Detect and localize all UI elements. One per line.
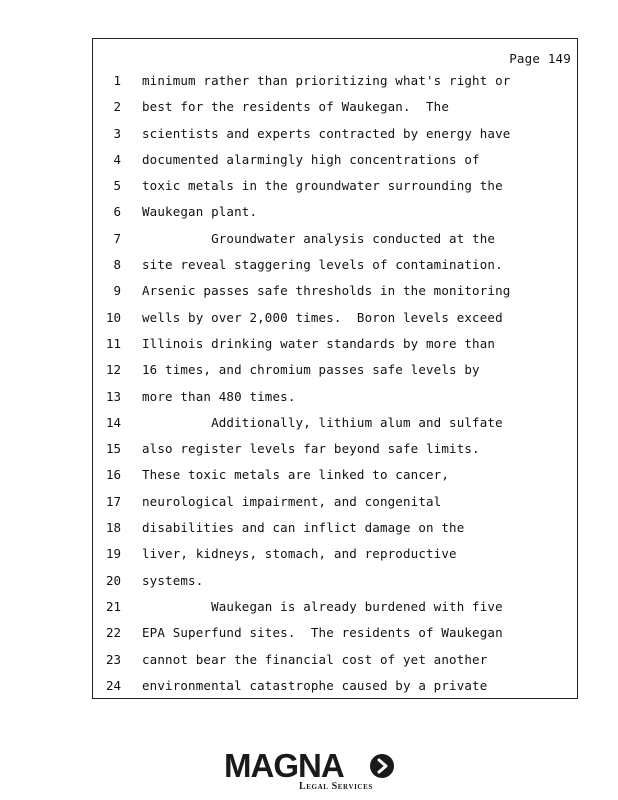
- line-text: cannot bear the financial cost of yet another: [142, 651, 488, 667]
- transcript-line: [93, 173, 577, 199]
- transcript-line: [93, 594, 577, 620]
- line-text: wells by over 2,000 times. Boron levels exceed: [142, 309, 503, 325]
- transcript-line: [93, 226, 577, 252]
- transcript-line: [93, 147, 577, 173]
- line-text: also register levels far beyond safe limits.: [142, 441, 480, 457]
- transcript-line: [93, 541, 577, 567]
- line-number: 22: [105, 625, 121, 641]
- transcript-line: [93, 305, 577, 331]
- transcript-line: [93, 252, 577, 278]
- line-text: Groundwater analysis conducted at the: [142, 230, 496, 246]
- line-text: scientists and experts contracted by energy have: [142, 125, 511, 141]
- line-number: 21: [105, 598, 121, 614]
- line-text: systems.: [142, 572, 204, 588]
- line-number: 10: [105, 309, 121, 325]
- transcript-line: [93, 647, 577, 673]
- line-number: 5: [113, 178, 121, 194]
- line-text: minimum rather than prioritizing what's right or: [142, 73, 511, 88]
- line-number: 6: [113, 204, 121, 220]
- line-text: Illinois drinking water standards by more than: [142, 335, 496, 351]
- line-number: 17: [105, 493, 121, 509]
- arrow-circle-icon: [370, 754, 394, 778]
- line-text: environmental catastrophe caused by a private: [142, 677, 488, 693]
- transcript-line: [93, 199, 577, 225]
- transcript-line: [93, 462, 577, 488]
- line-text: site reveal staggering levels of contamination.: [142, 257, 503, 273]
- line-number: 20: [105, 572, 121, 588]
- line-text: 16 times, and chromium passes safe levels by: [142, 362, 480, 378]
- line-text: neurological impairment, and congenital: [142, 493, 442, 509]
- logo-subtext: Legal Services: [299, 781, 373, 792]
- line-text: more than 480 times.: [142, 388, 296, 404]
- line-number: 13: [105, 388, 121, 404]
- page-number: Page 149: [509, 51, 571, 66]
- transcript-line: [93, 357, 577, 383]
- line-number: 18: [105, 520, 121, 536]
- line-number: 14: [105, 414, 121, 430]
- line-number: 19: [105, 546, 121, 562]
- transcript-line: [93, 278, 577, 304]
- line-text: disabilities and can inflict damage on the: [142, 520, 465, 536]
- transcript-line: [93, 489, 577, 515]
- line-text: Arsenic passes safe thresholds in the monitoring: [142, 283, 511, 299]
- transcript-line: [93, 673, 577, 699]
- line-text: Waukegan plant.: [142, 204, 258, 220]
- line-text: Waukegan is already burdened with five: [142, 598, 503, 614]
- transcript-line: [93, 436, 577, 462]
- line-text: liver, kidneys, stomach, and reproductive: [142, 546, 457, 562]
- transcript-line: [93, 568, 577, 594]
- line-number: 3: [113, 125, 121, 141]
- line-number: 7: [113, 230, 121, 246]
- line-number: 23: [105, 651, 121, 667]
- transcript-line: [93, 94, 577, 120]
- transcript-line: [93, 68, 577, 94]
- transcript-page: [92, 38, 578, 699]
- transcript-line: [93, 620, 577, 646]
- line-text: EPA Superfund sites. The residents of Waukegan: [142, 625, 503, 641]
- line-number: 2: [113, 99, 121, 115]
- transcript-line: [93, 331, 577, 357]
- line-number: 11: [105, 335, 121, 351]
- line-text: toxic metals in the groundwater surrounding the: [142, 178, 503, 194]
- transcript-lines: [93, 68, 577, 699]
- transcript-line: [93, 121, 577, 147]
- transcript-line: [93, 515, 577, 541]
- line-text: Additionally, lithium alum and sulfate: [142, 414, 503, 430]
- line-number: 24: [105, 677, 121, 693]
- line-number: 12: [105, 362, 121, 378]
- line-text: documented alarmingly high concentrations of: [142, 151, 480, 167]
- transcript-line: [93, 384, 577, 410]
- line-number: 15: [105, 441, 121, 457]
- line-number: 8: [113, 257, 121, 273]
- line-text: These toxic metals are linked to cancer,: [142, 467, 450, 483]
- line-number: 9: [113, 283, 121, 299]
- transcript-line: [93, 410, 577, 436]
- line-text: best for the residents of Waukegan. The: [142, 99, 450, 115]
- logo-wordmark: MAGNA: [224, 747, 344, 784]
- line-number: 4: [113, 151, 121, 167]
- magna-logo: [224, 748, 399, 794]
- line-number: 16: [105, 467, 121, 483]
- line-number: 1: [113, 73, 121, 88]
